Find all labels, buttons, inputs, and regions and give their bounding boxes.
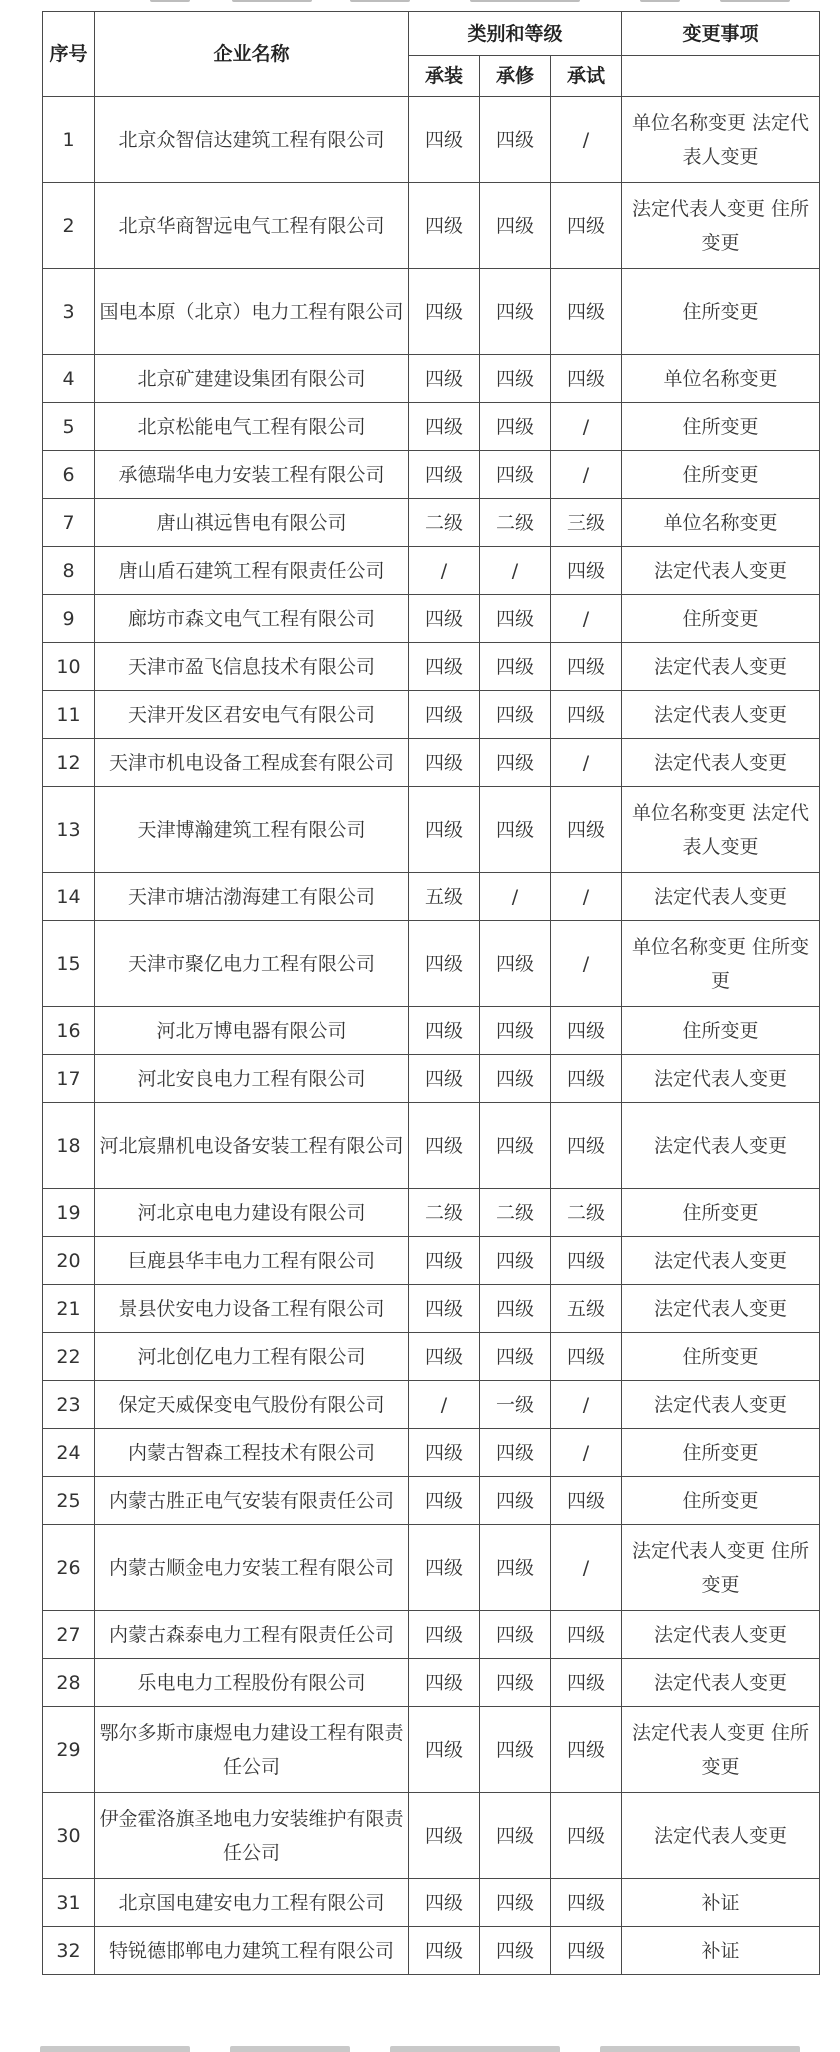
table-row: [43, 921, 820, 1007]
table-row: [43, 183, 820, 269]
cell-change: 法定代表人变更: [622, 1237, 820, 1285]
company-change-table: [42, 11, 820, 1975]
cell-repair: 二级: [480, 499, 551, 547]
cell-test: /: [551, 595, 622, 643]
cell-no: 20: [43, 1237, 95, 1285]
cell-install: 四级: [409, 1477, 480, 1525]
cell-no: 16: [43, 1007, 95, 1055]
header-company: 企业名称: [95, 12, 409, 97]
cell-install: 四级: [409, 1793, 480, 1879]
cell-install: /: [409, 1381, 480, 1429]
cell-no: 8: [43, 547, 95, 595]
cell-install: 四级: [409, 269, 480, 355]
table-row: [43, 1429, 820, 1477]
cell-change: 法定代表人变更: [622, 873, 820, 921]
cell-repair: 四级: [480, 1611, 551, 1659]
cell-install: 四级: [409, 97, 480, 183]
cell-company: 北京矿建建设集团有限公司: [95, 355, 409, 403]
table-row: [43, 403, 820, 451]
cell-test: 四级: [551, 269, 622, 355]
cell-change: 住所变更: [622, 269, 820, 355]
table-row: [43, 1611, 820, 1659]
table-row: [43, 739, 820, 787]
cell-change: 单位名称变更 住所变更: [622, 921, 820, 1007]
cell-test: 四级: [551, 547, 622, 595]
cell-repair: /: [480, 873, 551, 921]
cell-repair: 四级: [480, 921, 551, 1007]
cell-test: 四级: [551, 1477, 622, 1525]
table-row: [43, 873, 820, 921]
cell-install: 四级: [409, 1707, 480, 1793]
cell-company: 唐山祺远售电有限公司: [95, 499, 409, 547]
cell-no: 26: [43, 1525, 95, 1611]
table-row: [43, 451, 820, 499]
cell-test: /: [551, 1381, 622, 1429]
cell-install: 四级: [409, 739, 480, 787]
cell-company: 廊坊市森文电气工程有限公司: [95, 595, 409, 643]
cell-install: 四级: [409, 183, 480, 269]
cell-change: 住所变更: [622, 595, 820, 643]
table-row: [43, 1477, 820, 1525]
cell-test: 四级: [551, 1007, 622, 1055]
cell-change: 法定代表人变更: [622, 1659, 820, 1707]
cell-repair: 四级: [480, 355, 551, 403]
cell-install: 四级: [409, 787, 480, 873]
cell-change: 单位名称变更 法定代表人变更: [622, 97, 820, 183]
cell-company: 河北宸鼎机电设备安装工程有限公司: [95, 1103, 409, 1189]
cell-test: 四级: [551, 787, 622, 873]
cell-test: 四级: [551, 1659, 622, 1707]
cell-test: /: [551, 451, 622, 499]
cell-company: 内蒙古森泰电力工程有限责任公司: [95, 1611, 409, 1659]
cell-company: 保定天威保变电气股份有限公司: [95, 1381, 409, 1429]
cell-change: 法定代表人变更: [622, 643, 820, 691]
cell-install: 四级: [409, 355, 480, 403]
cell-repair: 二级: [480, 1189, 551, 1237]
cell-change: 住所变更: [622, 1429, 820, 1477]
cell-test: 四级: [551, 643, 622, 691]
cell-company: 天津市聚亿电力工程有限公司: [95, 921, 409, 1007]
cell-no: 11: [43, 691, 95, 739]
cell-no: 9: [43, 595, 95, 643]
cell-install: 五级: [409, 873, 480, 921]
cell-company: 国电本原（北京）电力工程有限公司: [95, 269, 409, 355]
cell-install: 二级: [409, 499, 480, 547]
table-row: [43, 355, 820, 403]
cell-change: 法定代表人变更 住所变更: [622, 1707, 820, 1793]
cell-test: 四级: [551, 1237, 622, 1285]
cell-repair: /: [480, 547, 551, 595]
cell-repair: 四级: [480, 269, 551, 355]
table-row: [43, 97, 820, 183]
cell-install: 四级: [409, 1525, 480, 1611]
cell-no: 14: [43, 873, 95, 921]
table-row: [43, 269, 820, 355]
cell-change: 法定代表人变更 住所变更: [622, 183, 820, 269]
cell-company: 内蒙古智森工程技术有限公司: [95, 1429, 409, 1477]
cell-change: 单位名称变更: [622, 499, 820, 547]
cell-test: /: [551, 873, 622, 921]
cell-repair: 四级: [480, 451, 551, 499]
cell-test: 四级: [551, 1103, 622, 1189]
cell-install: 四级: [409, 1333, 480, 1381]
cell-change: 法定代表人变更: [622, 739, 820, 787]
cell-install: 四级: [409, 1611, 480, 1659]
table-row: [43, 1659, 820, 1707]
cell-no: 1: [43, 97, 95, 183]
table-row: [43, 1055, 820, 1103]
cell-no: 32: [43, 1927, 95, 1975]
cell-repair: 四级: [480, 403, 551, 451]
cell-company: 河北万博电器有限公司: [95, 1007, 409, 1055]
cell-change: 法定代表人变更: [622, 547, 820, 595]
header-change: 变更事项: [622, 12, 820, 56]
cell-no: 10: [43, 643, 95, 691]
cell-change: 住所变更: [622, 1007, 820, 1055]
cell-repair: 四级: [480, 1793, 551, 1879]
cell-install: /: [409, 547, 480, 595]
cell-install: 四级: [409, 1007, 480, 1055]
table-row: [43, 1007, 820, 1055]
table-row: [43, 1525, 820, 1611]
table-row: [43, 1285, 820, 1333]
cell-no: 28: [43, 1659, 95, 1707]
cell-repair: 四级: [480, 1333, 551, 1381]
cell-no: 15: [43, 921, 95, 1007]
cell-repair: 四级: [480, 1525, 551, 1611]
cell-test: /: [551, 403, 622, 451]
table-row: [43, 1333, 820, 1381]
cell-repair: 四级: [480, 595, 551, 643]
header-test: 承试: [551, 56, 622, 97]
cell-test: 三级: [551, 499, 622, 547]
header-no: 序号: [43, 12, 95, 97]
cell-change: 法定代表人变更: [622, 1381, 820, 1429]
cell-company: 乐电电力工程股份有限公司: [95, 1659, 409, 1707]
cell-change: 法定代表人变更: [622, 1103, 820, 1189]
table-row: [43, 1879, 820, 1927]
cell-no: 25: [43, 1477, 95, 1525]
header-install: 承装: [409, 56, 480, 97]
cell-test: /: [551, 739, 622, 787]
cell-no: 31: [43, 1879, 95, 1927]
header-repair: 承修: [480, 56, 551, 97]
cell-no: 24: [43, 1429, 95, 1477]
cell-change: 补证: [622, 1879, 820, 1927]
cell-install: 四级: [409, 1055, 480, 1103]
cell-no: 19: [43, 1189, 95, 1237]
cell-test: 四级: [551, 1055, 622, 1103]
cell-change: 法定代表人变更: [622, 691, 820, 739]
cell-change: 单位名称变更: [622, 355, 820, 403]
cell-company: 天津市机电设备工程成套有限公司: [95, 739, 409, 787]
cell-repair: 四级: [480, 1055, 551, 1103]
cell-company: 巨鹿县华丰电力工程有限公司: [95, 1237, 409, 1285]
cell-test: /: [551, 97, 622, 183]
cell-repair: 四级: [480, 1927, 551, 1975]
cell-install: 四级: [409, 595, 480, 643]
cell-no: 29: [43, 1707, 95, 1793]
cell-repair: 四级: [480, 97, 551, 183]
cell-install: 四级: [409, 451, 480, 499]
cell-no: 30: [43, 1793, 95, 1879]
cell-no: 18: [43, 1103, 95, 1189]
cell-no: 22: [43, 1333, 95, 1381]
cell-change: 法定代表人变更 住所变更: [622, 1525, 820, 1611]
cell-change: 法定代表人变更: [622, 1611, 820, 1659]
cell-company: 特锐德邯郸电力建筑工程有限公司: [95, 1927, 409, 1975]
cell-change: 住所变更: [622, 451, 820, 499]
table-row: [43, 1103, 820, 1189]
cell-install: 四级: [409, 691, 480, 739]
cell-repair: 四级: [480, 643, 551, 691]
cell-company: 北京国电建安电力工程有限公司: [95, 1879, 409, 1927]
table-row: [43, 1237, 820, 1285]
cell-no: 2: [43, 183, 95, 269]
header-change-blank: [622, 56, 820, 97]
cell-repair: 四级: [480, 1007, 551, 1055]
cell-company: 北京众智信达建筑工程有限公司: [95, 97, 409, 183]
cell-install: 四级: [409, 1237, 480, 1285]
cell-install: 四级: [409, 1285, 480, 1333]
cell-company: 内蒙古胜正电气安装有限责任公司: [95, 1477, 409, 1525]
cell-no: 7: [43, 499, 95, 547]
cell-change: 单位名称变更 法定代表人变更: [622, 787, 820, 873]
header-row-top: [43, 12, 820, 56]
cell-change: 住所变更: [622, 1333, 820, 1381]
cell-change: 住所变更: [622, 1189, 820, 1237]
cell-install: 二级: [409, 1189, 480, 1237]
cell-install: 四级: [409, 1429, 480, 1477]
cell-company: 河北创亿电力工程有限公司: [95, 1333, 409, 1381]
table-row: [43, 547, 820, 595]
cell-repair: 四级: [480, 183, 551, 269]
cell-change: 法定代表人变更: [622, 1055, 820, 1103]
cell-company: 天津市盈飞信息技术有限公司: [95, 643, 409, 691]
header-category: 类别和等级: [409, 12, 622, 56]
cell-company: 天津开发区君安电气有限公司: [95, 691, 409, 739]
cell-test: 四级: [551, 183, 622, 269]
cell-company: 内蒙古顺金电力安装工程有限公司: [95, 1525, 409, 1611]
cell-change: 法定代表人变更: [622, 1793, 820, 1879]
cropped-text-below: [0, 2044, 840, 2052]
cell-no: 17: [43, 1055, 95, 1103]
table-row: [43, 1707, 820, 1793]
cell-company: 天津博瀚建筑工程有限公司: [95, 787, 409, 873]
cell-test: 四级: [551, 691, 622, 739]
table-row: [43, 1793, 820, 1879]
cell-company: 唐山盾石建筑工程有限责任公司: [95, 547, 409, 595]
cell-company: 鄂尔多斯市康煜电力建设工程有限责任公司: [95, 1707, 409, 1793]
cell-test: 四级: [551, 1611, 622, 1659]
cell-install: 四级: [409, 921, 480, 1007]
cell-test: 五级: [551, 1285, 622, 1333]
cell-repair: 四级: [480, 1103, 551, 1189]
cell-test: 四级: [551, 355, 622, 403]
cell-repair: 四级: [480, 1429, 551, 1477]
cell-company: 河北京电电力建设有限公司: [95, 1189, 409, 1237]
cell-test: 四级: [551, 1333, 622, 1381]
cell-install: 四级: [409, 1879, 480, 1927]
cell-install: 四级: [409, 1103, 480, 1189]
table-row: [43, 1927, 820, 1975]
cell-repair: 四级: [480, 1477, 551, 1525]
cell-test: 二级: [551, 1189, 622, 1237]
cell-change: 补证: [622, 1927, 820, 1975]
cell-company: 伊金霍洛旗圣地电力安装维护有限责任公司: [95, 1793, 409, 1879]
cell-no: 21: [43, 1285, 95, 1333]
cell-test: 四级: [551, 1793, 622, 1879]
cell-install: 四级: [409, 403, 480, 451]
table-row: [43, 787, 820, 873]
cell-change: 住所变更: [622, 403, 820, 451]
cell-company: 天津市塘沽渤海建工有限公司: [95, 873, 409, 921]
cell-install: 四级: [409, 1927, 480, 1975]
cell-no: 3: [43, 269, 95, 355]
cell-change: 法定代表人变更: [622, 1285, 820, 1333]
table-row: [43, 643, 820, 691]
cell-no: 4: [43, 355, 95, 403]
table-row: [43, 595, 820, 643]
cell-no: 6: [43, 451, 95, 499]
cell-test: 四级: [551, 1879, 622, 1927]
cell-change: 住所变更: [622, 1477, 820, 1525]
table-body: [43, 97, 820, 1975]
cell-install: 四级: [409, 1659, 480, 1707]
cell-no: 5: [43, 403, 95, 451]
cell-repair: 四级: [480, 787, 551, 873]
cell-no: 23: [43, 1381, 95, 1429]
cell-repair: 四级: [480, 691, 551, 739]
cell-no: 13: [43, 787, 95, 873]
cell-install: 四级: [409, 643, 480, 691]
cell-company: 河北安良电力工程有限公司: [95, 1055, 409, 1103]
cell-repair: 四级: [480, 1707, 551, 1793]
table-row: [43, 1189, 820, 1237]
cropped-text-above: [0, 0, 840, 11]
table-row: [43, 1381, 820, 1429]
cell-repair: 四级: [480, 1237, 551, 1285]
cell-repair: 四级: [480, 1659, 551, 1707]
cell-test: /: [551, 921, 622, 1007]
cell-test: 四级: [551, 1707, 622, 1793]
table-row: [43, 691, 820, 739]
table-row: [43, 499, 820, 547]
cell-company: 承德瑞华电力安装工程有限公司: [95, 451, 409, 499]
cell-repair: 一级: [480, 1381, 551, 1429]
cell-test: 四级: [551, 1927, 622, 1975]
cell-test: /: [551, 1525, 622, 1611]
cell-repair: 四级: [480, 739, 551, 787]
cell-company: 北京松能电气工程有限公司: [95, 403, 409, 451]
cell-no: 27: [43, 1611, 95, 1659]
cell-company: 景县伏安电力设备工程有限公司: [95, 1285, 409, 1333]
cell-company: 北京华商智远电气工程有限公司: [95, 183, 409, 269]
cell-repair: 四级: [480, 1285, 551, 1333]
cell-no: 12: [43, 739, 95, 787]
cell-test: /: [551, 1429, 622, 1477]
cell-repair: 四级: [480, 1879, 551, 1927]
